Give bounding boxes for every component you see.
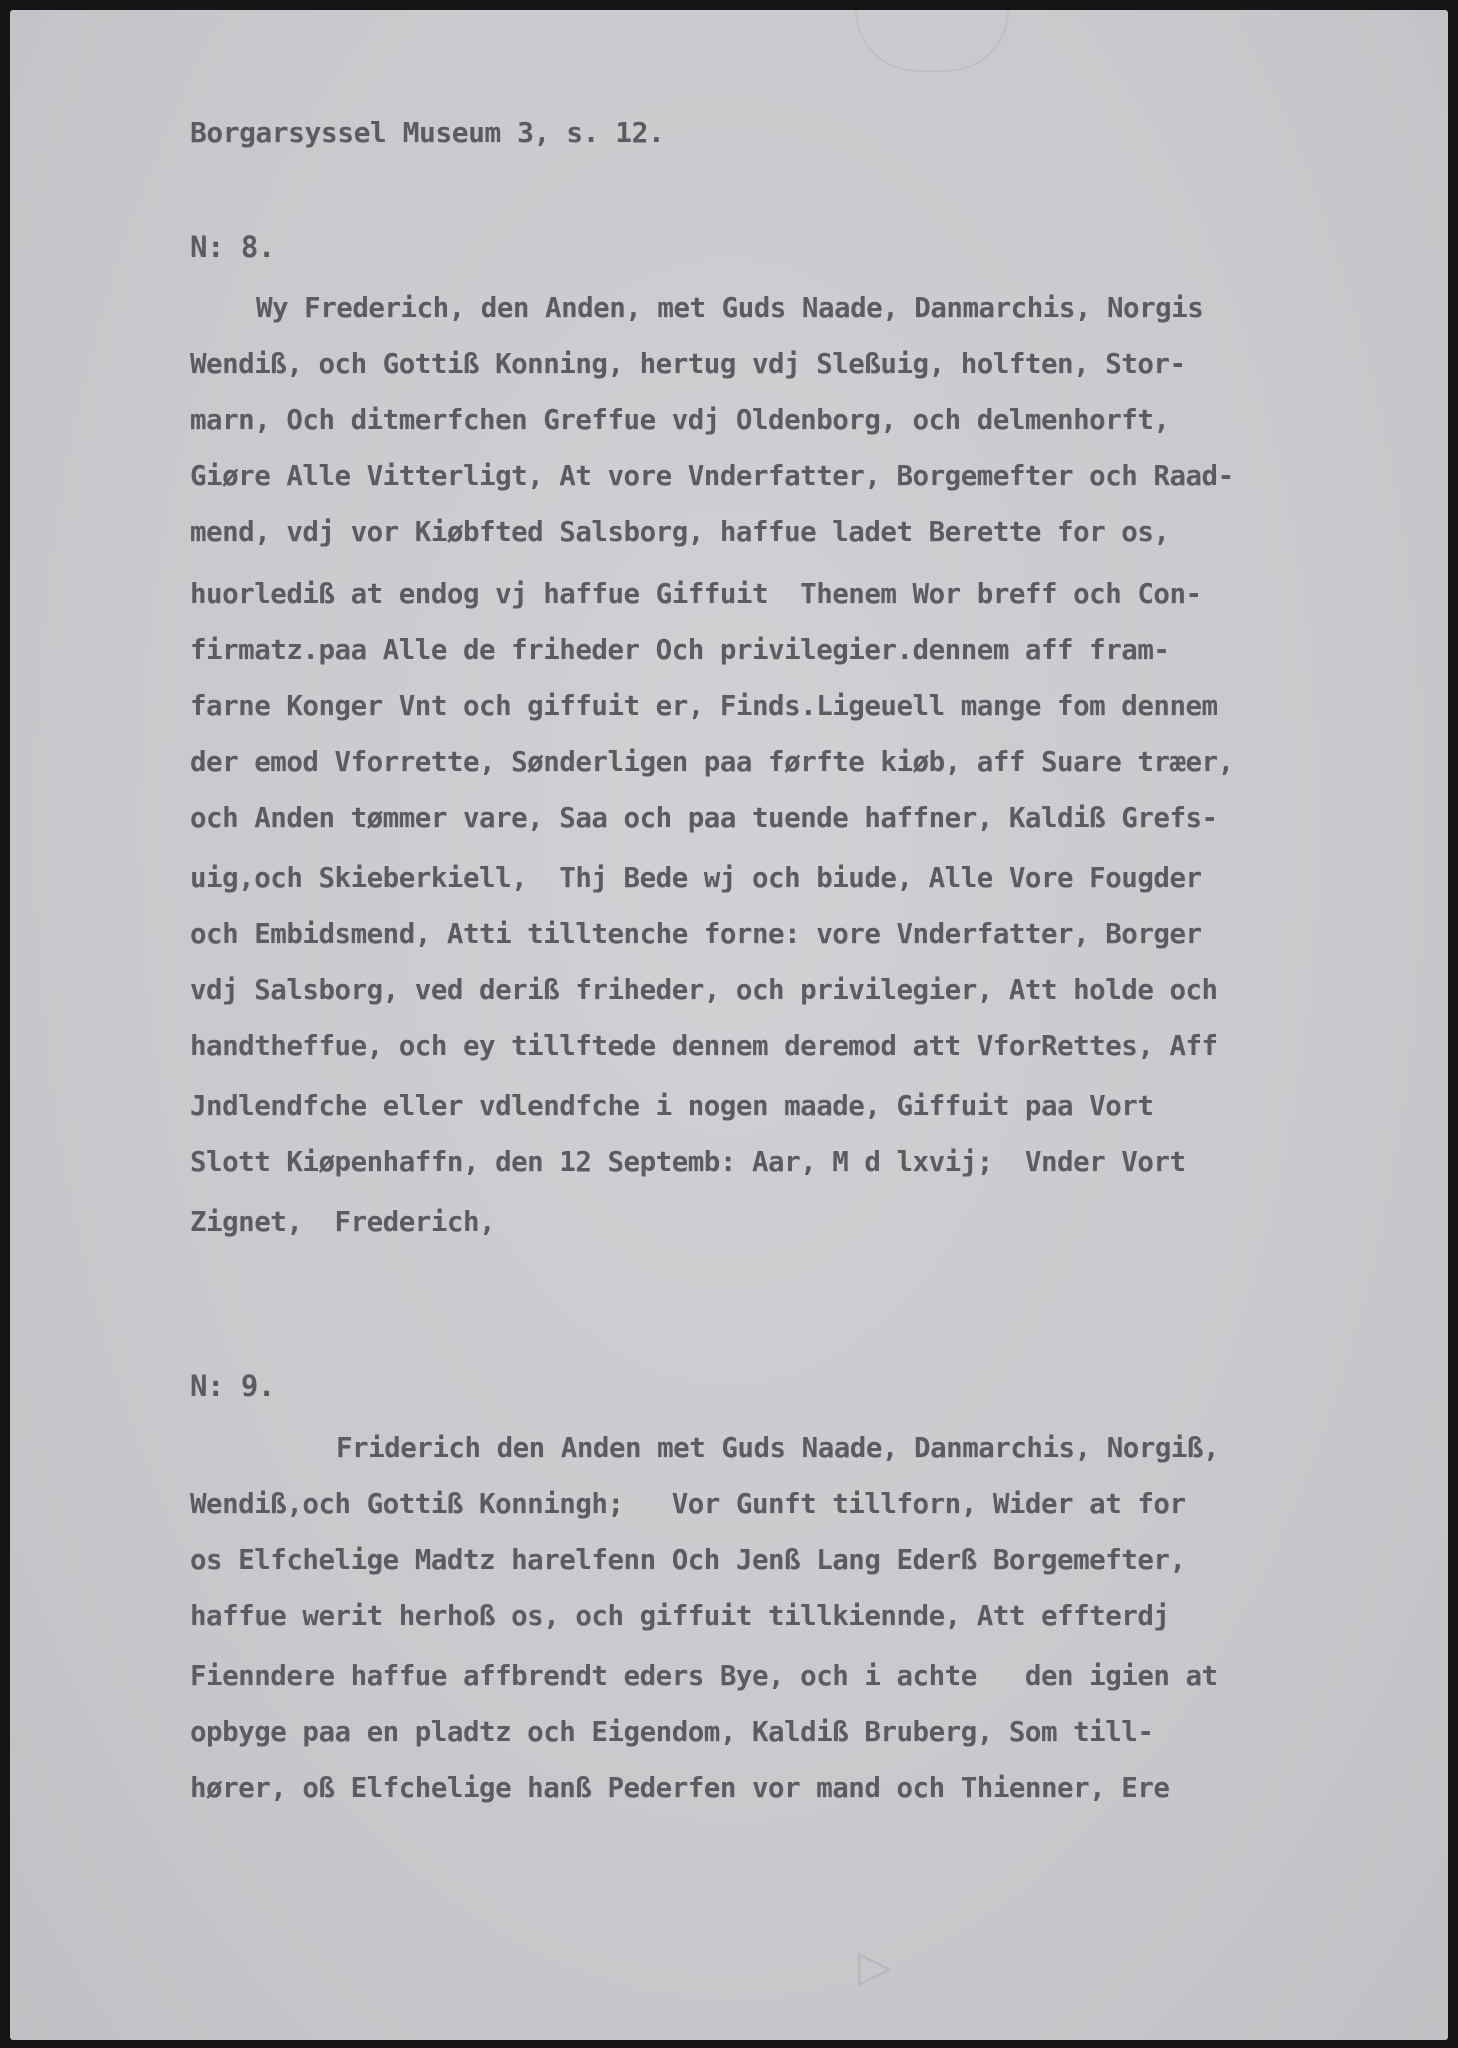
page-corner-mark: ▷ <box>858 1941 892 1992</box>
text-line: Fienndere haffue affbrendt eders Bye, och i achte den igien at <box>190 1660 1218 1692</box>
text-line: mend, vdj vor Kiøbfted Salsborg, haffue ladet Berette for os, <box>190 516 1170 548</box>
text-line: farne Konger Vnt och giffuit er, Finds.Ligeuell mange fom dennem <box>190 690 1218 722</box>
text-line: Wy Frederich, den Anden, met Guds Naade, Danmarchis, Norgis <box>256 292 1204 324</box>
document-heading: Borgarsyssel Museum 3, s. 12. <box>190 116 665 149</box>
archive-stamp-mark <box>855 10 1009 72</box>
text-line: opbyge paa en pladtz och Eigendom, Kaldiß Bruberg, Som till- <box>190 1716 1154 1748</box>
text-line: vdj Salsborg, ved deriß friheder, och privilegier, Att holde och <box>190 974 1218 1006</box>
text-line: hører, oß Elfchelige hanß Pederfen vor mand och Thienner, Ere <box>190 1772 1170 1804</box>
text-line: der emod Vforrette, Sønderligen paa førfte kiøb, aff Suare træer, <box>190 746 1234 778</box>
section-number-8: N: 8. <box>190 230 275 264</box>
text-line: marn, Och ditmerfchen Greffue vdj Oldenborg, och delmenhorft, <box>190 404 1170 436</box>
text-line: och Embidsmend, Atti tilltenche forne: vore Vnderfatter, Borger <box>190 918 1202 950</box>
text-line: Jndlendfche eller vdlendfche i nogen maade, Giffuit paa Vort <box>190 1090 1154 1122</box>
text-line: Wendiß, och Gottiß Konning, hertug vdj Sleßuig, holften, Stor- <box>190 348 1186 380</box>
text-line: handtheffue, och ey tillftede dennem deremod att VforRettes, Aff <box>190 1030 1218 1062</box>
text-line: os Elfchelige Madtz harelfenn Och Jenß Lang Ederß Borgemefter, <box>190 1544 1186 1576</box>
text-line: Wendiß,och Gottiß Konningh; Vor Gunft tillforn, Wider at for <box>190 1488 1186 1520</box>
text-line: Slott Kiøpenhaffn, den 12 Septemb: Aar, M d lxvij; Vnder Vort <box>190 1146 1186 1178</box>
text-line: haffue werit herhoß os, och giffuit tillkienndе, Att efftеrdj <box>190 1600 1170 1632</box>
text-line: huorlediß at endog vj haffue Giffuit Thenem Wor breff och Con- <box>190 578 1202 610</box>
text-line: och Anden tømmer vare, Saa och paa tuende haffner, Kaldiß Grefs- <box>190 802 1218 834</box>
text-line: Zignet, Frederich, <box>190 1206 496 1238</box>
text-line: Friderich den Anden met Guds Naade, Danmarchis, Norgiß, <box>336 1432 1220 1464</box>
text-line: Giøre Alle Vitterligt, At vore Vnderfatter, Borgemefter och Raad- <box>190 460 1234 492</box>
text-line: firmatz.paa Alle de friheder Och privilegier.dennem aff fram- <box>190 634 1170 666</box>
text-line: uig,och Skieberkiell, Thj Bede wj och biude, Alle Vore Fougder <box>190 862 1202 894</box>
document-page <box>10 10 1448 2040</box>
section-number-9: N: 9. <box>190 1369 275 1403</box>
